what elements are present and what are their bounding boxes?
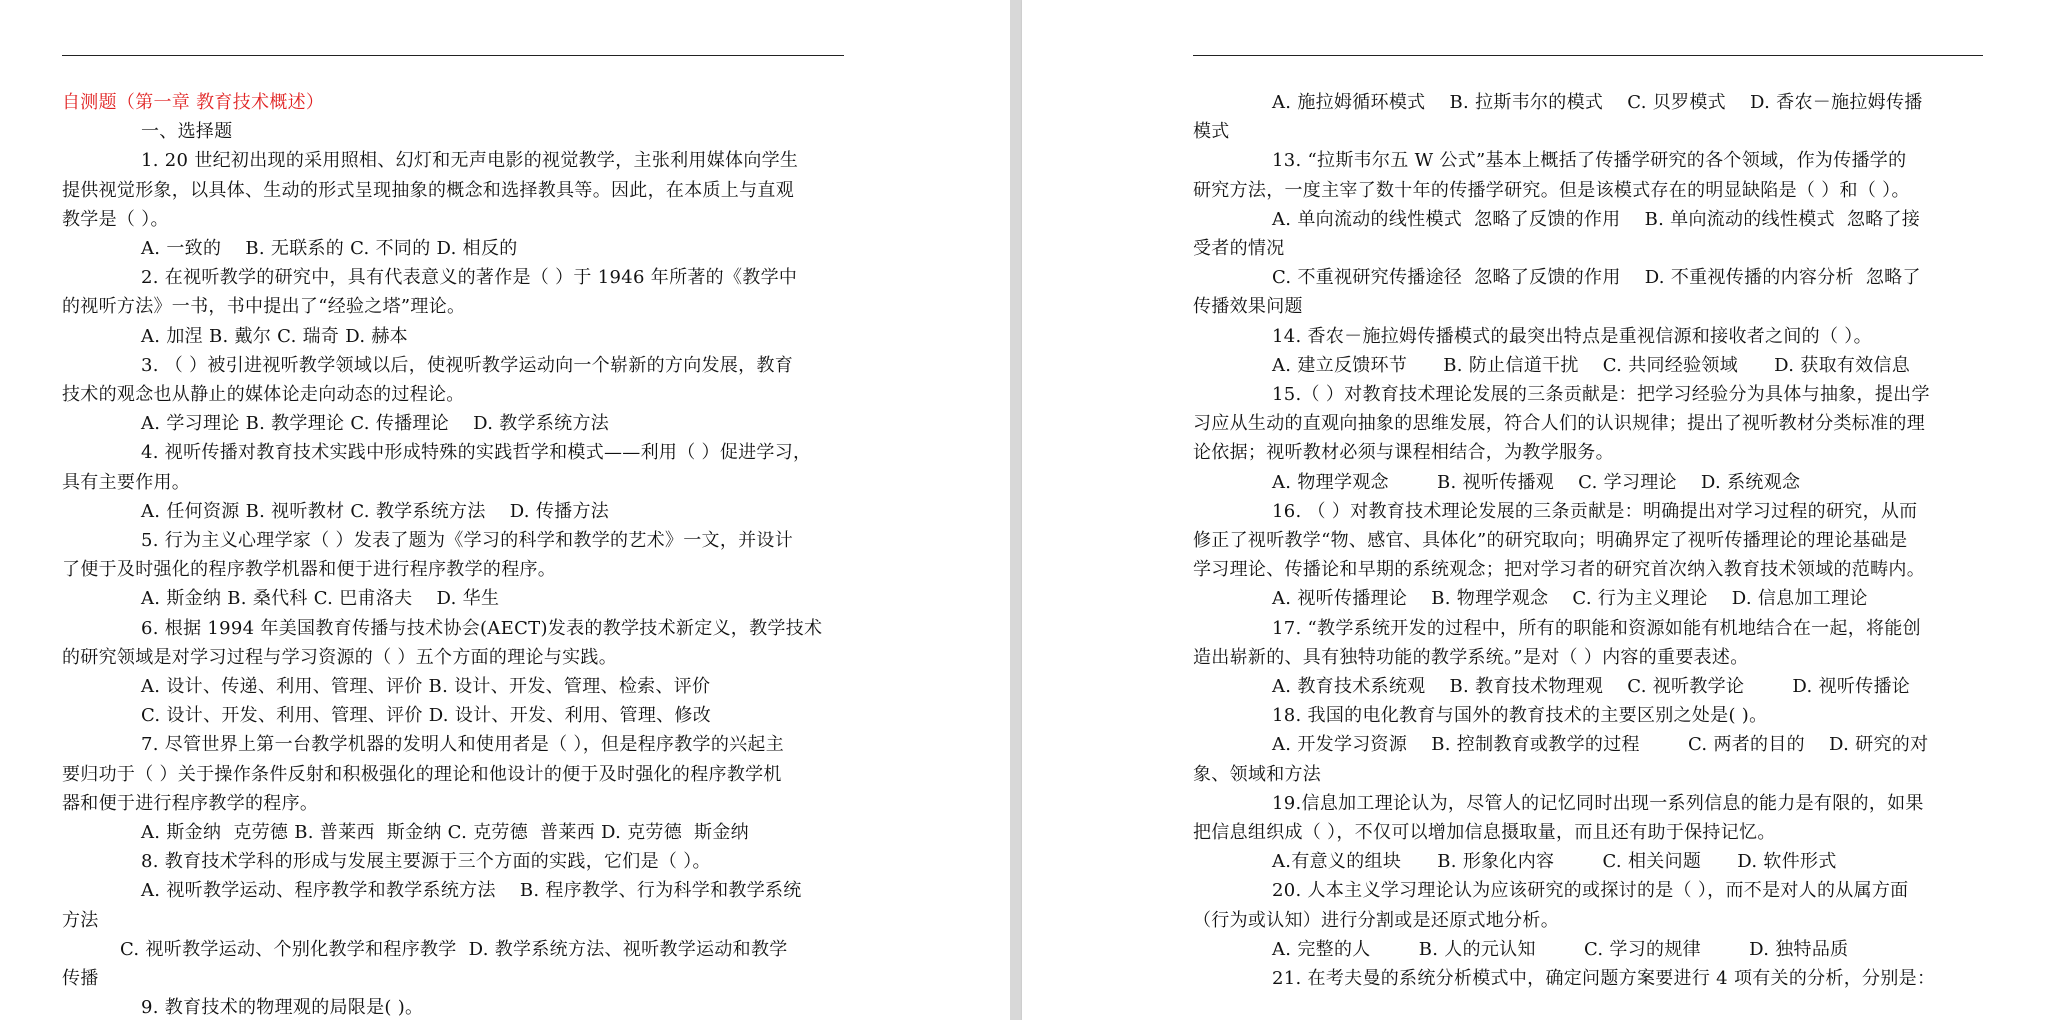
answer-options: 模式 (1193, 121, 1230, 143)
page-left (0, 0, 1010, 1020)
question-text: 要归功于（ ）关于操作条件反射和积极强化的理论和他设计的便于及时强化的程序教学机 (62, 763, 782, 785)
question-text: 论依据；视听教材必须与课程相结合，为教学服务。 (1193, 442, 1614, 464)
answer-options: C. 不重视研究传播途径 忽略了反馈的作用 D. 不重视传播的内容分析 忽略了 (1272, 267, 1921, 289)
answer-options: A. 视听教学运动、程序教学和教学系统方法 B. 程序教学、行为科学和教学系统 (141, 880, 802, 902)
answer-options: A. 加涅 B. 戴尔 C. 瑞奇 D. 赫本 (141, 325, 408, 347)
header-rule (1193, 55, 1983, 56)
answer-options: A. 开发学习资源 B. 控制教育或教学的过程 C. 两者的目的 D. 研究的对 (1272, 734, 1929, 756)
chapter-title: 自测题（第一章 教育技术概述） (62, 92, 325, 113)
answer-options: A. 施拉姆循环模式 B. 拉斯韦尔的模式 C. 贝罗模式 D. 香农－施拉姆传播 (1272, 92, 1923, 113)
question-text: 器和便于进行程序教学的程序。 (62, 792, 319, 814)
answer-options: A. 任何资源 B. 视听教材 C. 教学系统方法 D. 传播方法 (141, 500, 610, 522)
question-text: 提供视觉形象，以具体、生动的形式呈现抽象的概念和选择教具等。因此，在本质上与直观 (62, 179, 794, 201)
answer-options: A. 建立反馈环节 B. 防止信道干扰 C. 共同经验领域 D. 获取有效信息 (1272, 354, 1911, 376)
question-text: 造出崭新的、具有独特功能的教学系统。”是对（ ）内容的重要表述。 (1193, 646, 1749, 668)
question-text: 5. 行为主义心理学家（ ）发表了题为《学习的科学和教学的艺术》一文，并设计 (141, 530, 794, 552)
answer-options: 方法 (62, 909, 99, 931)
question-text: 技术的观念也从静止的媒体论走向动态的过程论。 (62, 384, 465, 406)
question-text: 2. 在视听教学的研究中，具有代表意义的著作是（ ）于 1946 年所著的《教学中 (141, 267, 798, 289)
question-text: 9. 教育技术的物理观的局限是( )。 (141, 997, 424, 1019)
question-text: 学习理论、传播论和早期的系统观念；把对学习者的研究首次纳入教育技术领域的范畴内。 (1193, 559, 1925, 581)
page-right (1022, 0, 2067, 1020)
answer-options: A.有意义的组块 B. 形象化内容 C. 相关问题 D. 软件形式 (1272, 851, 1837, 873)
answer-options: 传播效果问题 (1193, 296, 1303, 318)
answer-options: A. 斯金纳 B. 桑代科 C. 巴甫洛夫 D. 华生 (141, 588, 500, 610)
question-text: 研究方法，一度主宰了数十年的传播学研究。但是该模式存在的明显缺陷是（ ）和（ ）。 (1193, 179, 1910, 201)
answer-options: A. 物理学观念 B. 视听传播观 C. 学习理论 D. 系统观念 (1272, 471, 1801, 493)
question-text: 16. （ ）对教育技术理论发展的三条贡献是：明确提出对学习过程的研究，从而 (1272, 500, 1918, 522)
question-text: 19.信息加工理论认为，尽管人的记忆同时出现一系列信息的能力是有限的，如果 (1272, 792, 1924, 814)
answer-options: C. 视听教学运动、个别化教学和程序教学 D. 教学系统方法、视听教学运动和教学 (120, 938, 788, 960)
question-text: 把信息组织成（ ），不仅可以增加信息摄取量，而且还有助于保持记忆。 (1193, 822, 1776, 844)
question-text: 6. 根据 1994 年美国教育传播与技术协会(AECT)发表的教学技术新定义，教学技术 (141, 617, 823, 639)
answer-options: 象、领域和方法 (1193, 763, 1322, 785)
answer-options: 受者的情况 (1193, 238, 1285, 260)
question-text: 的视听方法》一书，书中提出了“经验之塔”理论。 (62, 296, 466, 318)
question-text: 21. 在考夫曼的系统分析模式中，确定问题方案要进行 4 项有关的分析，分别是： (1272, 968, 1936, 990)
page-gap (1010, 0, 1022, 1020)
section-heading: 一、选择题 (141, 121, 233, 143)
question-text: 教学是（ ）。 (62, 208, 169, 230)
answer-options: A. 视听传播理论 B. 物理学观念 C. 行为主义理论 D. 信息加工理论 (1272, 588, 1868, 610)
question-text: 14. 香农－施拉姆传播模式的最突出特点是重视信源和接收者之间的（ ）。 (1272, 325, 1872, 347)
question-text: （行为或认知）进行分割或是还原式地分析。 (1193, 909, 1559, 931)
question-text: 4. 视听传播对教育技术实践中形成特殊的实践哲学和模式——利用（ ）促进学习， (141, 442, 812, 464)
answer-options: A. 学习理论 B. 教学理论 C. 传播理论 D. 教学系统方法 (141, 413, 610, 435)
answer-options: A. 斯金纳 克劳德 B. 普莱西 斯金纳 C. 克劳德 普莱西 D. 克劳德 斯金纳 (141, 822, 749, 844)
page-content (62, 88, 852, 1020)
question-text: 习应从生动的直观向抽象的思维发展，符合人们的认识规律；提出了视听教材分类标准的理 (1193, 413, 1925, 435)
answer-options: A. 教育技术系统观 B. 教育技术物理观 C. 视听教学论 D. 视听传播论 (1272, 676, 1911, 698)
question-text: 8. 教育技术学科的形成与发展主要源于三个方面的实践，它们是（ ）。 (141, 851, 711, 873)
question-text: 1. 20 世纪初出现的采用照相、幻灯和无声电影的视觉教学，主张利用媒体向学生 (141, 150, 799, 172)
page-content (1193, 88, 1993, 993)
question-text: 具有主要作用。 (62, 471, 191, 493)
answer-options: C. 设计、开发、利用、管理、评价 D. 设计、开发、利用、管理、修改 (141, 705, 712, 727)
question-text: 7. 尽管世界上第一台教学机器的发明人和使用者是（ ），但是程序教学的兴起主 (141, 734, 785, 756)
answer-options: 传播 (62, 968, 99, 990)
header-rule (62, 55, 844, 56)
question-text: 17. “教学系统开发的过程中，所有的职能和资源如能有机地结合在一起，将能创 (1272, 617, 1921, 639)
answer-options: A. 单向流动的线性模式 忽略了反馈的作用 B. 单向流动的线性模式 忽略了接 (1272, 208, 1921, 230)
question-text: 20. 人本主义学习理论认为应该研究的或探讨的是（ ），而不是对人的从属方面 (1272, 880, 1909, 902)
question-text: 的研究领域是对学习过程与学习资源的（ ）五个方面的理论与实践。 (62, 646, 618, 668)
question-text: 了便于及时强化的程序教学机器和便于进行程序教学的程序。 (62, 559, 557, 581)
answer-options: A. 设计、传递、利用、管理、评价 B. 设计、开发、管理、检索、评价 (141, 676, 711, 698)
question-text: 15.（ ）对教育技术理论发展的三条贡献是：把学习经验分为具体与抽象，提出学 (1272, 384, 1930, 406)
answer-options: A. 一致的 B. 无联系的 C. 不同的 D. 相反的 (141, 238, 518, 260)
question-text: 3. （ ）被引进视听教学领域以后，使视听教学运动向一个崭新的方向发展，教育 (141, 354, 794, 376)
question-text: 13. “拉斯韦尔五 W 公式”基本上概括了传播学研究的各个领域，作为传播学的 (1272, 150, 1907, 172)
answer-options: A. 完整的人 B. 人的元认知 C. 学习的规律 D. 独特品质 (1272, 938, 1849, 960)
question-text: 18. 我国的电化教育与国外的教育技术的主要区别之处是( )。 (1272, 705, 1768, 727)
question-text: 修正了视听教学“物、感官、具体化”的研究取向；明确界定了视听传播理论的理论基础是 (1193, 530, 1908, 552)
